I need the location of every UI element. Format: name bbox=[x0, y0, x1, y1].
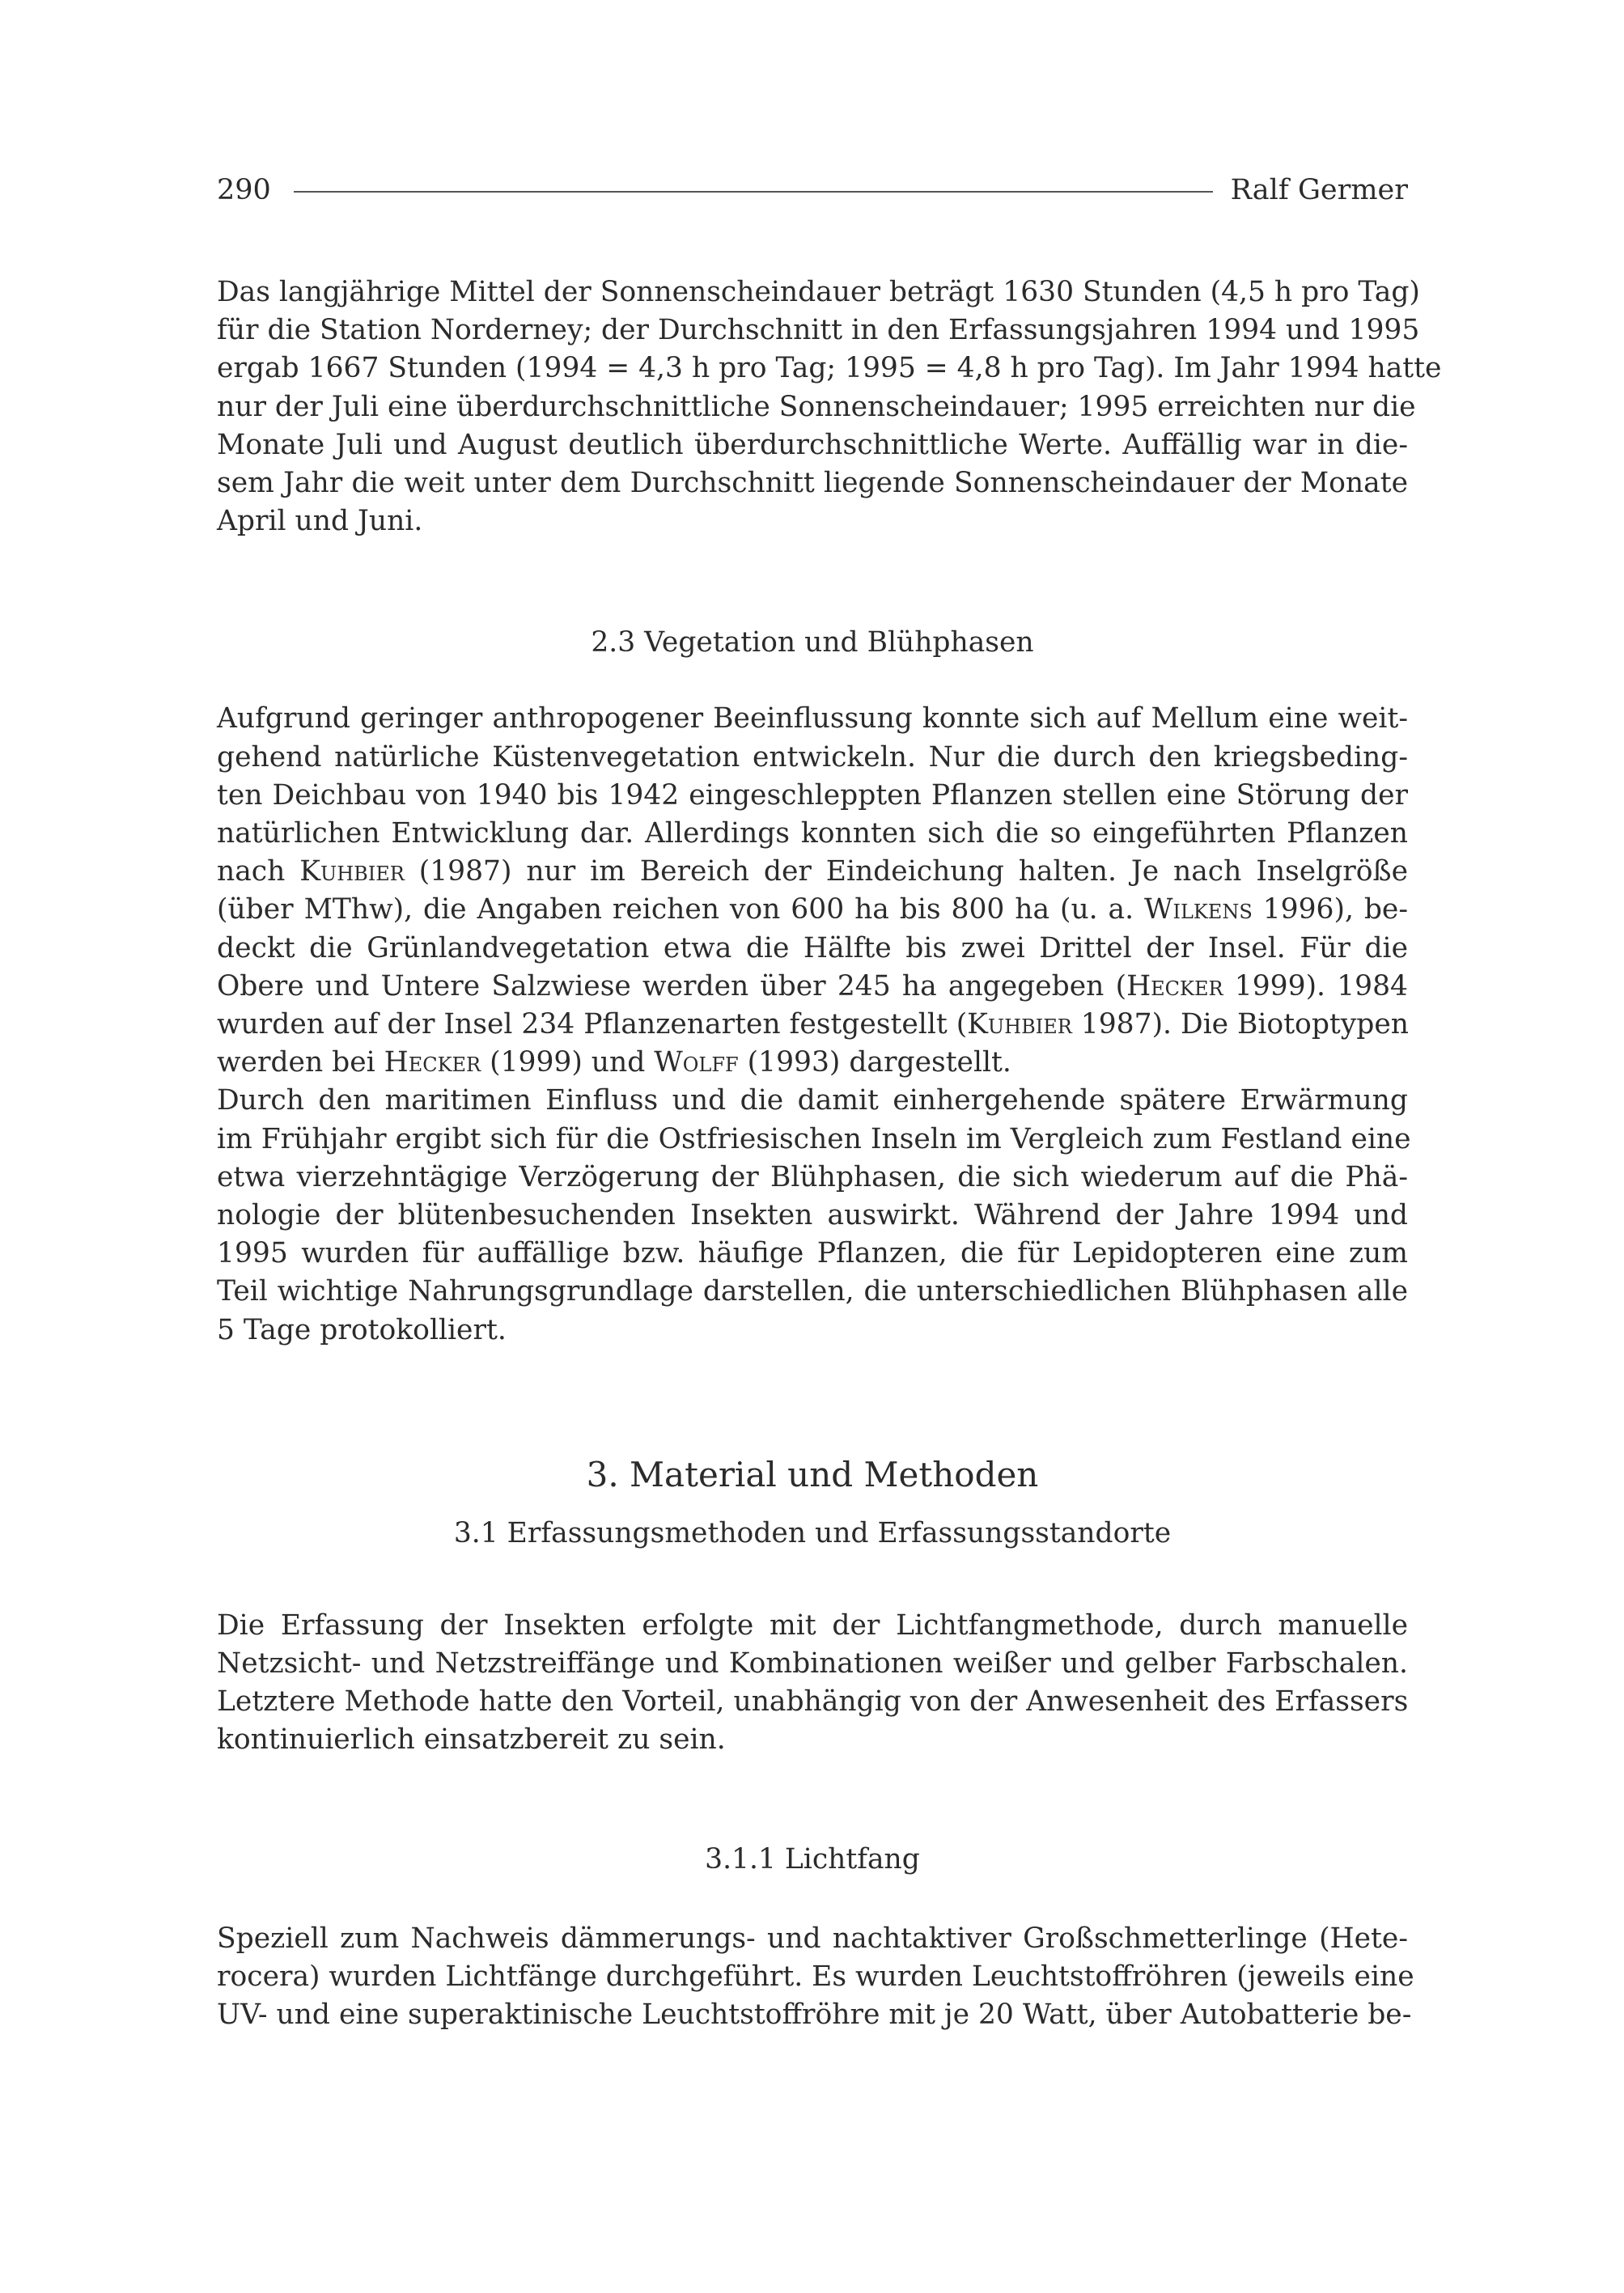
text-fragment: 1996), be- bbox=[1252, 893, 1408, 926]
text-fragment: (über MThw), die Angaben reichen von 600 ha bis 800 ha (u. a. bbox=[217, 893, 1144, 926]
text-line bbox=[217, 853, 1408, 891]
text-line: ten Deichbau von 1940 bis 1942 eingeschleppten Pflanzen stellen eine Störung der bbox=[217, 778, 1408, 812]
text-line: Speziell zum Nachweis dämmerungs- und nachtaktiver Großschmetterlinge (Hete- bbox=[217, 1922, 1408, 1955]
text-line: April und Juni. bbox=[217, 505, 423, 538]
page bbox=[217, 174, 1442, 2034]
text-line: sem Jahr die weit unter dem Durchschnitt liegende Sonnenscheindauer der Monate bbox=[217, 467, 1408, 500]
text-fragment: (1993) dargestellt. bbox=[738, 1046, 1011, 1079]
text-line: natürlichen Entwicklung dar. Allerdings konnten sich die so eingeführten Pflanzen bbox=[217, 817, 1408, 850]
page-number: 290 bbox=[217, 174, 271, 206]
text-fragment: 1999). 1984 bbox=[1223, 969, 1408, 1002]
section-heading-2-3: 2.3 Vegetation und Blühphasen bbox=[591, 626, 1034, 659]
text-line bbox=[217, 968, 1408, 1006]
text-line: Aufgrund geringer anthropogener Beeinflussung konnte sich auf Mellum eine weit- bbox=[217, 702, 1408, 735]
text-fragment: 1987). Die Biotoptypen bbox=[1071, 1008, 1409, 1041]
text-line: im Frühjahr ergibt sich für die Ostfriesischen Inseln im Vergleich zum Festland eine bbox=[217, 1122, 1411, 1155]
text-line: Die Erfassung der Insekten erfolgte mit der Lichtfangmethode, durch manuelle bbox=[217, 1608, 1408, 1642]
text-line bbox=[217, 1006, 1408, 1044]
author-name: Wolff bbox=[654, 1046, 739, 1079]
text-fragment: wurden auf der Insel 234 Pflanzenarten festgestellt ( bbox=[217, 1008, 968, 1041]
text-line: nologie der blütenbesuchenden Insekten auswirkt. Während der Jahre 1994 und bbox=[217, 1199, 1408, 1232]
text-line bbox=[217, 891, 1408, 929]
text-line: Teil wichtige Nahrungsgrundlage darstellen, die unterschiedlichen Blühphasen alle bbox=[217, 1275, 1408, 1308]
paragraph-bloom-phases bbox=[217, 1082, 1411, 1349]
author-name: Hecker bbox=[1126, 969, 1223, 1002]
text-line: kontinuierlich einsatzbereit zu sein. bbox=[217, 1723, 726, 1757]
text-line: rocera) wurden Lichtfänge durchgeführt. Es wurden Leuchtstoffröhren (jeweils eine bbox=[217, 1960, 1414, 1993]
text-line: UV- und eine superaktinische Leuchtstoffröhre mit je 20 Watt, über Autobatterie be- bbox=[217, 1998, 1412, 2032]
text-line: 1995 wurden für auffällige bzw. häufige Pflanzen, die für Lepidopteren eine zum bbox=[217, 1237, 1408, 1270]
author-name: Kuhbier bbox=[967, 1008, 1072, 1041]
text-line: gehend natürliche Küstenvegetation entwickeln. Nur die durch den kriegsbeding- bbox=[217, 740, 1408, 774]
text-line: Das langjährige Mittel der Sonnenscheindauer beträgt 1630 Stunden (4,5 h pro Tag) bbox=[217, 276, 1420, 308]
text-fragment: Obere und Untere Salzwiese werden über 245 ha angegeben ( bbox=[217, 969, 1127, 1002]
section-heading-3: 3. Material und Methoden bbox=[586, 1454, 1039, 1494]
author-name: Wilkens bbox=[1144, 893, 1253, 926]
text-line: Monate Juli und August deutlich überdurchschnittliche Werte. Auffällig war in die- bbox=[217, 428, 1408, 461]
text-line: nur der Juli eine überdurchschnittliche Sonnenscheindauer; 1995 erreichten nur die bbox=[217, 390, 1416, 423]
text-line: Netzsicht- und Netzstreiffänge und Kombinationen weißer und gelber Farbschalen. bbox=[217, 1647, 1408, 1681]
section-heading-3-1: 3.1 Erfassungsmethoden und Erfassungsstandorte bbox=[453, 1516, 1172, 1549]
text-fragment: nach bbox=[217, 855, 300, 888]
paragraph-methods bbox=[217, 1607, 1408, 1760]
running-head-author: Ralf Germer bbox=[1230, 174, 1408, 206]
text-fragment: werden bei bbox=[217, 1046, 384, 1079]
text-line: Letztere Methode hatte den Vorteil, unabhängig von der Anwesenheit des Erfassers bbox=[217, 1685, 1409, 1719]
text-line: 5 Tage protokolliert. bbox=[217, 1313, 507, 1346]
paragraph-light-trapping bbox=[217, 1920, 1414, 2035]
section-heading-3-1-1: 3.1.1 Lichtfang bbox=[705, 1842, 920, 1876]
text-line: für die Station Norderney; der Durchschnitt in den Erfassungsjahren 1994 und 1995 bbox=[217, 314, 1420, 347]
author-name: Kuhbier bbox=[299, 855, 405, 888]
text-fragment: (1987) nur im Bereich der Eindeichung halten. Je nach Inselgröße bbox=[404, 855, 1409, 888]
header-rule bbox=[294, 191, 1213, 193]
text-fragment: (1999) und bbox=[481, 1046, 655, 1079]
text-line bbox=[217, 1044, 1408, 1082]
paragraph-sunshine bbox=[217, 273, 1442, 540]
running-head bbox=[217, 174, 1408, 206]
author-name: Hecker bbox=[384, 1046, 481, 1079]
text-line: etwa vierzehntägige Verzögerung der Blühphasen, die sich wiederum auf die Phä- bbox=[217, 1160, 1408, 1193]
text-line: deckt die Grünlandvegetation etwa die Hälfte bis zwei Drittel der Insel. Für die bbox=[217, 931, 1408, 964]
paragraph-vegetation bbox=[217, 700, 1408, 1082]
text-line: ergab 1667 Stunden (1994 = 4,3 h pro Tag; 1995 = 4,8 h pro Tag). Im Jahr 1994 hatte bbox=[217, 352, 1442, 385]
text-line: Durch den maritimen Einfluss und die damit einhergehende spätere Erwärmung bbox=[217, 1084, 1408, 1117]
